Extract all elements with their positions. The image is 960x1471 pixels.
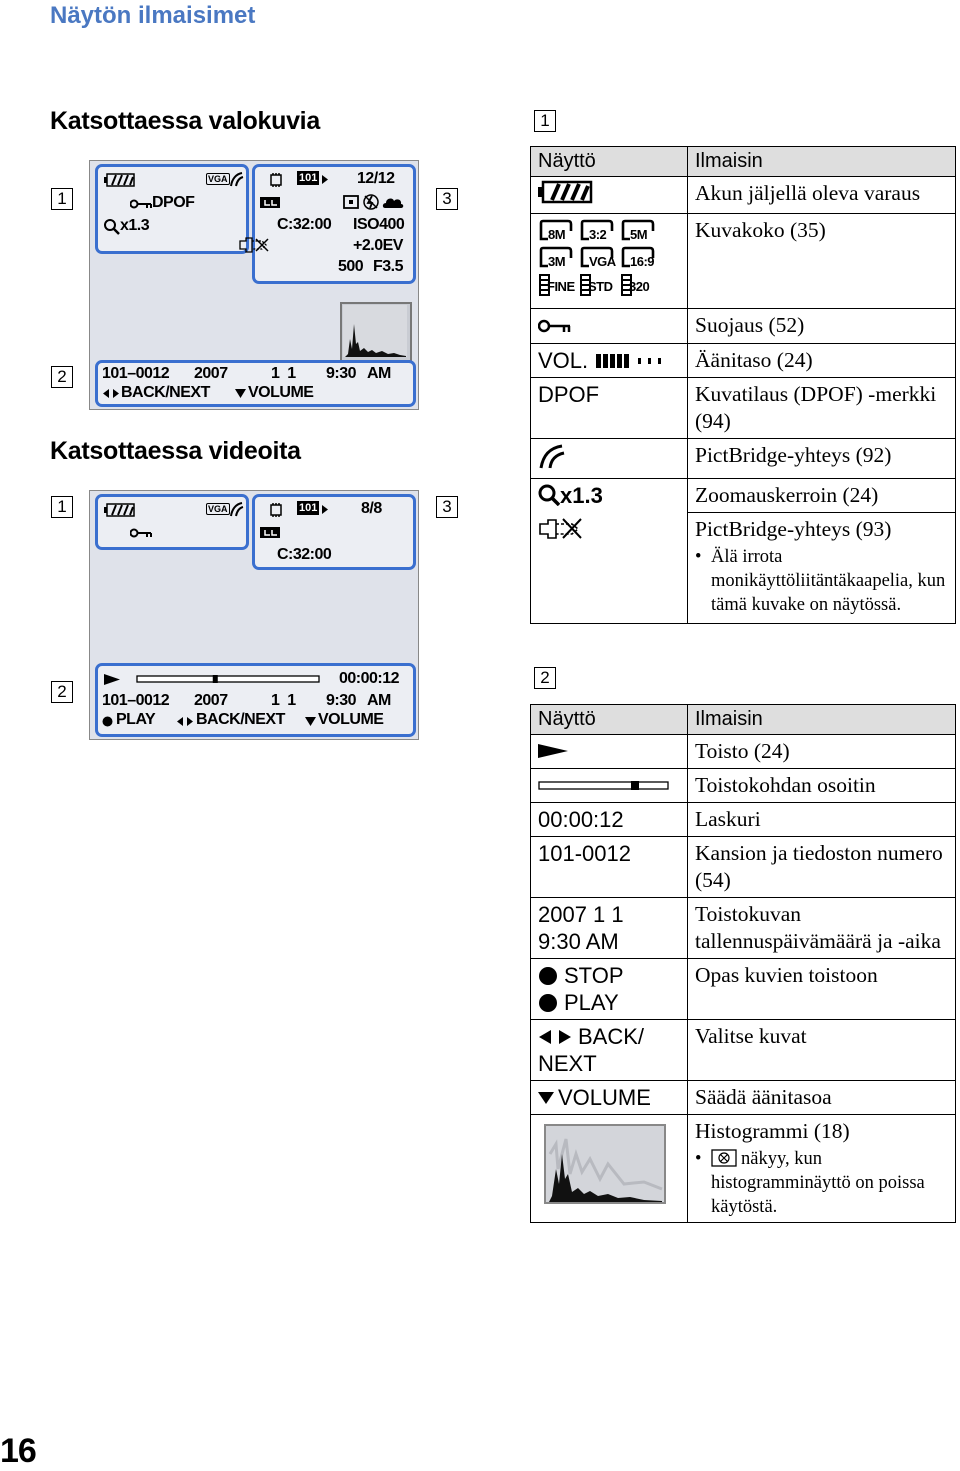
zoom-desc: Zoomauskerroin (24) xyxy=(688,479,956,513)
lcd-movie-group-2 xyxy=(95,663,416,737)
pictbridge-icon-large xyxy=(538,443,566,469)
header-indicator: Ilmaisin xyxy=(688,147,956,177)
marker-table-1: 1 xyxy=(534,110,556,132)
table-row xyxy=(531,898,956,959)
file-number: 101–0012 xyxy=(102,365,170,382)
time-label: 9:30 AM xyxy=(538,929,619,954)
header-display-2: Näyttö xyxy=(531,705,688,735)
record-month-day: 1 1 xyxy=(271,365,296,382)
image-size-icon xyxy=(620,246,656,270)
folder-icon: 101 xyxy=(299,172,318,184)
volume-down-arrow-icon-large xyxy=(538,1092,554,1104)
page-title: Näytön ilmaisimet xyxy=(50,2,256,29)
protect-desc: Suojaus (52) xyxy=(688,309,956,344)
battery-icon xyxy=(104,173,136,188)
iso-value: ISO400 xyxy=(353,216,405,233)
dpof-desc: Kuvatilaus (DPOF) -merkki (94) xyxy=(688,378,956,439)
volume-label: VOLUME xyxy=(248,384,314,401)
table-row xyxy=(531,803,956,837)
image-count: 12/12 xyxy=(357,170,395,187)
pb-disconnect-note xyxy=(695,545,948,617)
histogram-note-text: näkyy, kun histogramminäyttö on poissa käytöstä. xyxy=(711,1149,925,1217)
volume-label-movie: VOLUME xyxy=(318,711,384,728)
zoom-label: x1.3 xyxy=(560,483,603,508)
play-icon xyxy=(104,674,120,685)
recording-folder-icon-movie xyxy=(259,525,281,539)
image-size-label: 16:9 xyxy=(630,254,655,269)
table-row xyxy=(531,513,956,624)
size-icons-cell xyxy=(531,214,688,309)
remaining-capacity-movie: C:32:00 xyxy=(277,546,332,563)
table-row xyxy=(531,344,956,378)
memory-card-icon xyxy=(269,173,283,187)
metering-spot-icon xyxy=(343,195,359,209)
zoom-value: x1.3 xyxy=(120,217,150,234)
play-label-2: PLAY xyxy=(564,990,619,1015)
bullet: • xyxy=(695,547,702,567)
volume-down-arrow-icon xyxy=(235,389,246,398)
quality-label: 320 xyxy=(629,279,650,294)
volume-desc: Säädä äänitasoa xyxy=(688,1081,956,1115)
marker-3-movie: 3 xyxy=(436,496,458,518)
header-display: Näyttö xyxy=(531,147,688,177)
pictbridge-desc: PictBridge-yhteys (92) xyxy=(688,439,956,479)
record-month-day-movie: 1 1 xyxy=(271,692,296,709)
play-folder-arrow-icon xyxy=(321,174,329,185)
battery-desc: Akun jäljellä oleva varaus xyxy=(688,177,956,214)
image-size-icon xyxy=(538,246,574,270)
battery-icon-large xyxy=(538,180,594,204)
battery-icon-movie xyxy=(104,503,136,518)
image-size-label: 3:2 xyxy=(589,227,607,242)
table-row xyxy=(531,214,956,309)
protect-display xyxy=(531,309,688,344)
play-icon-large xyxy=(538,743,568,759)
playback-counter: 00:00:12 xyxy=(339,670,400,687)
table-row xyxy=(531,769,956,803)
stop-label: STOP xyxy=(564,963,624,988)
table-header xyxy=(531,147,956,177)
histogram-note xyxy=(695,1147,948,1219)
play-dot-icon-large xyxy=(538,993,558,1013)
counter-display: 00:00:12 xyxy=(531,803,688,837)
histogram-off-icon xyxy=(711,1149,737,1167)
section-title-movie: Katsottaessa videoita xyxy=(50,437,301,465)
size-icon-grid xyxy=(538,219,680,297)
lcd-still-group-3 xyxy=(252,164,416,284)
table-header xyxy=(531,705,956,735)
bullet: • xyxy=(695,1149,702,1169)
record-ampm: AM xyxy=(367,365,391,382)
quality-label: FINE xyxy=(547,279,575,294)
image-size-icon xyxy=(620,273,660,297)
marker-2: 2 xyxy=(51,366,73,388)
pb-disconnect-desc: PictBridge-yhteys (93) xyxy=(695,517,892,541)
lcd-movie-group-1 xyxy=(95,494,249,550)
white-balance-cloudy-icon xyxy=(382,194,404,210)
vga-size-icon: VGA xyxy=(208,174,228,184)
table-row xyxy=(531,837,956,898)
pictbridge-disconnect-icon xyxy=(238,236,274,254)
marker-3: 3 xyxy=(436,188,458,210)
table-row xyxy=(531,479,956,513)
play-folder-arrow-icon-movie xyxy=(321,504,329,515)
play-dot-icon xyxy=(102,716,113,727)
play-display xyxy=(531,735,688,769)
next-label: NEXT xyxy=(538,1051,597,1076)
vol-desc: Äänitaso (24) xyxy=(688,344,956,378)
lcd-movie-screen xyxy=(89,490,419,740)
back-next-label: BACK/NEXT xyxy=(121,384,210,401)
table-row xyxy=(531,1081,956,1115)
image-count-movie: 8/8 xyxy=(361,500,382,517)
volume-display xyxy=(531,1081,688,1115)
exposure-value: +2.0EV xyxy=(353,237,403,254)
image-size-icon xyxy=(538,273,578,297)
select-desc: Valitse kuvat xyxy=(688,1020,956,1081)
back-next-label-movie: BACK/NEXT xyxy=(196,711,285,728)
back-label: BACK/ xyxy=(578,1024,645,1049)
file-desc: Kansion ja tiedoston numero (54) xyxy=(688,837,956,898)
table-row xyxy=(531,378,956,439)
indicator-table-2 xyxy=(530,704,956,1223)
size-desc: Kuvakoko (35) xyxy=(688,214,956,309)
file-display: 101-0012 xyxy=(531,837,688,898)
zoom-display xyxy=(531,479,688,513)
date-display xyxy=(531,898,688,959)
table-row xyxy=(531,735,956,769)
file-number-movie: 101–0012 xyxy=(102,692,170,709)
lcd-still-screen xyxy=(89,160,419,410)
image-size-icon xyxy=(538,219,574,243)
record-year-movie: 2007 xyxy=(194,692,228,709)
protect-key-icon xyxy=(130,199,152,209)
counter-desc: Laskuri xyxy=(688,803,956,837)
image-size-icon xyxy=(579,273,619,297)
playback-progress-bar xyxy=(136,674,320,684)
date-desc: Toistokuvan tallennuspäivämäärä ja -aika xyxy=(688,898,956,959)
guide-desc: Opas kuvien toistoon xyxy=(688,959,956,1020)
back-next-arrows-icon xyxy=(102,388,120,399)
shutter-speed: 500 xyxy=(338,258,364,275)
volume-level-icon xyxy=(594,353,664,369)
indicator-table-1 xyxy=(530,146,956,624)
row-display-cell xyxy=(531,177,688,214)
zoom-icon-large xyxy=(538,484,560,506)
back-next-arrows-icon-large xyxy=(538,1029,572,1045)
pb-disconnect-display xyxy=(531,513,688,624)
dpof-indicator: DPOF xyxy=(152,194,195,211)
marker-table-2: 2 xyxy=(534,667,556,689)
marker-2-movie: 2 xyxy=(51,681,73,703)
image-size-label: VGA xyxy=(589,254,616,269)
pictbridge-disconnect-icon-large xyxy=(538,516,590,542)
image-size-icon xyxy=(579,246,615,270)
aperture-value: F3.5 xyxy=(373,258,404,275)
histogram-graph xyxy=(342,304,410,360)
pictbridge-icon xyxy=(228,171,244,187)
image-size-label: 8M xyxy=(548,227,566,242)
bar-display xyxy=(531,769,688,803)
record-time: 9:30 xyxy=(326,365,357,382)
image-size-icon xyxy=(620,219,656,243)
date-label: 2007 1 1 xyxy=(538,902,624,927)
remaining-capacity: C:32:00 xyxy=(277,216,332,233)
marker-1: 1 xyxy=(51,188,73,210)
bar-desc: Toistokohdan osoitin xyxy=(688,769,956,803)
histogram-desc: Histogrammi (18) xyxy=(695,1119,850,1143)
histogram-display xyxy=(531,1115,688,1223)
stop-dot-icon xyxy=(538,966,558,986)
protect-key-icon-movie xyxy=(130,528,152,538)
volume-label-2: VOLUME xyxy=(558,1085,651,1110)
record-ampm-movie: AM xyxy=(367,692,391,709)
play-desc: Toisto (24) xyxy=(688,735,956,769)
page-number: 16 xyxy=(0,1432,36,1470)
progress-bar-icon xyxy=(538,779,670,793)
lcd-still-group-1 xyxy=(95,164,249,254)
record-time-movie: 9:30 xyxy=(326,692,357,709)
guide-display xyxy=(531,959,688,1020)
image-size-icon xyxy=(579,219,615,243)
image-size-label: 5M xyxy=(630,227,648,242)
section-title-still: Katsottaessa valokuvia xyxy=(50,107,320,135)
play-label: PLAY xyxy=(116,711,156,728)
lcd-still-group-2 xyxy=(95,360,416,407)
flash-off-icon xyxy=(363,194,379,210)
table-row xyxy=(531,177,956,214)
protect-key-icon-large xyxy=(538,318,572,334)
volume-down-arrow-icon-movie xyxy=(305,717,316,726)
vga-size-icon-movie: VGA xyxy=(208,504,228,514)
table-row xyxy=(531,309,956,344)
folder-icon-movie: 101 xyxy=(299,502,318,514)
vol-label: VOL. xyxy=(538,348,589,373)
table-row xyxy=(531,959,956,1020)
table-row xyxy=(531,439,956,479)
image-size-label: 3M xyxy=(548,254,566,269)
pictbridge-icon-movie xyxy=(228,501,244,517)
playback-position-marker xyxy=(213,675,218,683)
quality-label: STD xyxy=(588,279,613,294)
vol-display xyxy=(531,344,688,378)
memory-card-icon-movie xyxy=(269,503,283,517)
table-row xyxy=(531,1115,956,1223)
pictbridge-display xyxy=(531,439,688,479)
record-year: 2007 xyxy=(194,365,228,382)
pb-disconnect-cell xyxy=(688,513,956,624)
table-row xyxy=(531,1020,956,1081)
select-display xyxy=(531,1020,688,1081)
recording-folder-icon xyxy=(259,195,281,209)
zoom-icon xyxy=(104,219,120,235)
marker-1-movie: 1 xyxy=(51,496,73,518)
back-next-arrows-icon-movie xyxy=(176,716,194,727)
histogram-icon-large xyxy=(544,1124,668,1206)
lcd-movie-group-3 xyxy=(252,494,416,570)
histogram-preview xyxy=(340,302,412,362)
histogram-cell xyxy=(688,1115,956,1223)
pb-note-text: Älä irrota monikäyttöliitäntäkaapelia, kun tämä kuvake on näytössä. xyxy=(711,547,946,615)
dpof-display: DPOF xyxy=(531,378,688,439)
header-indicator-2: Ilmaisin xyxy=(688,705,956,735)
